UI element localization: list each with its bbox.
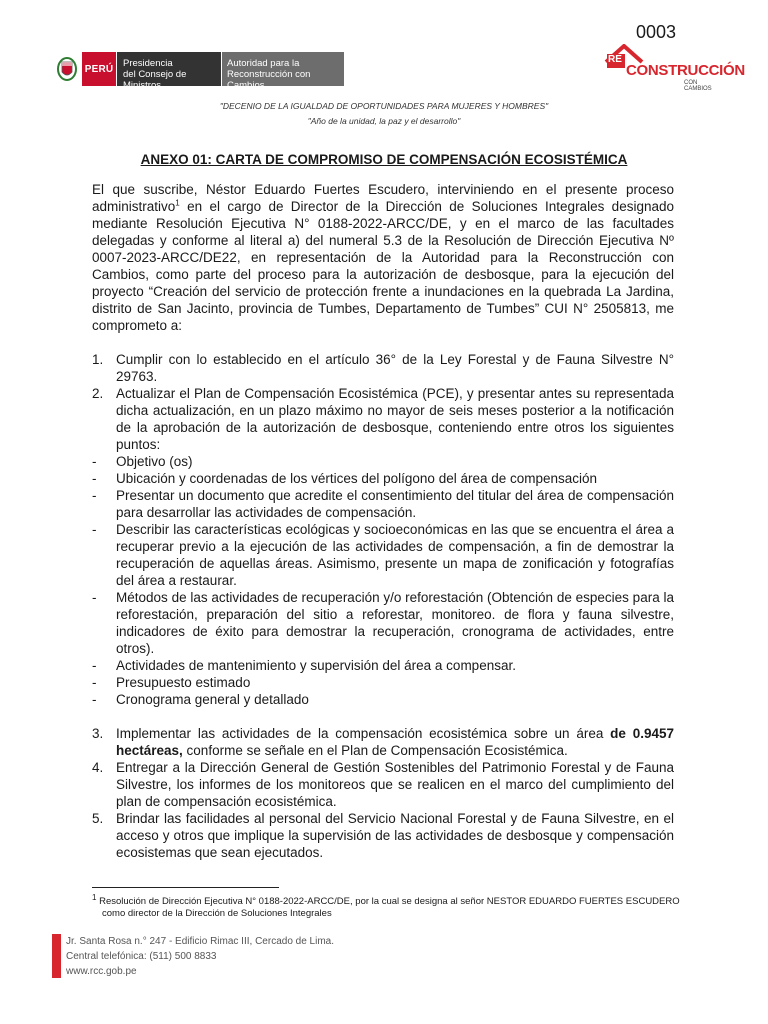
- list-marker: 4.: [92, 760, 104, 775]
- list-marker: 1.: [92, 352, 104, 367]
- bullet-marker: -: [92, 471, 97, 486]
- bullet-item: [92, 487, 674, 521]
- list-text: Entregar a la Dirección General de Gestión Sostenibles del Patrimonio Forestal y de Fauna Silvestre, los informes de los monitoreos que se realicen en el marco del cumplimiento del plan de compensación ecosistémica.: [116, 760, 674, 809]
- rcc-logo-word: CONSTRUCCIÓN: [626, 62, 745, 79]
- bullet-marker: -: [92, 658, 97, 673]
- bullet-text: Presentar un documento que acredite el consentimiento del titular del área de compensación para desarrollar las actividades de compensación.: [116, 488, 674, 520]
- bullet-item: [92, 674, 674, 691]
- list-item: [92, 351, 674, 385]
- bullet-marker: -: [92, 590, 97, 605]
- rcc-logo-sub: CON CAMBIOS: [684, 80, 712, 92]
- footer-contact: [66, 934, 334, 979]
- footnote-number: 1: [92, 892, 97, 902]
- arcc-line1: Autoridad para la: [227, 58, 300, 69]
- bullet-item: [92, 589, 674, 657]
- bullet-text: Métodos de las actividades de recuperación y/o reforestación (Obtención de especies para la reforestación, preparación del sitio a reforestar, monitoreo. de flora y fauna silvestre, indicadores de éxito para demostrar la recuperación, cronograma de actividades, entre otros).: [116, 590, 674, 656]
- list-item: [92, 385, 674, 453]
- bullet-marker: -: [92, 675, 97, 690]
- intro-part2: en el cargo de Director de la Dirección de Soluciones Integrales designado mediante Resolución Ejecutiva N° 0188-2022-ARCC/DE, y en el marco de las facultades delegadas y conforme al literal a) del numeral 5.3 de la Resolución de Dirección Ejecutiva Nº 0007-2023-ARCC/DE22, en representación de la Autoridad para la Reconstrucción con Cambios, como parte del proceso para la autorización de desbosque, para la ejecución del proyecto “Creación del servicio de protección frente a inundaciones en la quebrada La Jardina, distrito de San Jacinto, provincia de Tumbes, Departamento de Tumbes” CUI N° 2505813, me comprometo a:: [92, 199, 674, 333]
- rcc-logo-re: RE: [608, 54, 622, 65]
- pcm-line1: Presidencia: [123, 58, 173, 69]
- bullet-text: Describir las características ecológicas y socioeconómicas en las que se encuentra el área a recuperar previo a la ejecución de las actividades de compensación, a fin de demostrar la recuperación de aquellas áreas. Asimismo, presente un mapa de zonificación y fotografías del área a restaurar.: [116, 522, 674, 588]
- bullet-marker: -: [92, 522, 97, 537]
- intro-part1: El que suscribe, Néstor Eduardo Fuertes Escudero, interviniendo en el presente proceso administrativo: [92, 182, 674, 214]
- bullet-marker: -: [92, 454, 97, 469]
- list-item: [92, 759, 674, 810]
- decenio-motto: "DECENIO DE LA IGUALDAD DE OPORTUNIDADES PARA MUJERES Y HOMBRES": [219, 101, 549, 111]
- bullet-marker: -: [92, 692, 97, 707]
- list-item: [92, 725, 674, 759]
- bullet-item: [92, 453, 674, 470]
- footnote-divider: [92, 887, 279, 888]
- pcm-label: [117, 52, 221, 91]
- page-number: 0003: [636, 22, 677, 42]
- footer-address: Jr. Santa Rosa n.° 247 - Edificio Rimac III, Cercado de Lima.: [66, 936, 335, 947]
- list-text: [116, 725, 674, 759]
- item3-part1: Implementar las actividades de la compensación ecosistémica sobre un área: [116, 726, 611, 741]
- bullet-item: [92, 657, 674, 674]
- arcc-label: [222, 52, 344, 91]
- bullet-item: [92, 521, 674, 589]
- year-motto: "Año de la unidad, la paz y el desarrollo": [307, 116, 461, 126]
- list-text: Actualizar el Plan de Compensación Ecosistémica (PCE), y presentar antes su representada dicha actualización, en un plazo máximo no mayor de seis meses posterior a la notificación de la aprobación de la autorización de desbosque, conteniendo entre otros los siguientes puntos:: [116, 386, 674, 452]
- intro-paragraph: [92, 181, 674, 334]
- bullet-text: Objetivo (os): [116, 454, 193, 469]
- bullet-marker: -: [92, 488, 97, 503]
- letter-body: [92, 181, 674, 861]
- list-item: [92, 810, 674, 861]
- coat-of-arms-icon: [52, 52, 82, 86]
- footer-website: www.rcc.gob.pe: [66, 966, 137, 977]
- list-text: Brindar las facilidades al personal del Servicio Nacional Forestal y de Fauna Silvestre, en el acceso y otros que implique la supervisión de las actividades de desbosque y compensación ecosistemas que sean ejecutados.: [116, 811, 674, 860]
- list-marker: 3.: [92, 726, 104, 741]
- area-value: de 0.9457 hectáreas,: [116, 726, 674, 758]
- footnote-text: Resolución de Dirección Ejecutiva N° 0188-2022-ARCC/DE, por la cual se designa al señor NESTOR EDUARDO FUERTES ESCUDERO como director de la Dirección de Soluciones Integrales: [99, 896, 680, 919]
- bullet-item: [92, 470, 674, 487]
- pcm-line2: del Consejo de Ministros: [123, 69, 187, 91]
- government-logo: [52, 52, 344, 91]
- footer-phone: Central telefónica: (511) 500 8833: [66, 951, 217, 962]
- bullet-item: [92, 691, 674, 708]
- list-marker: 2.: [92, 386, 104, 401]
- item3-part2: conforme se señale en el Plan de Compensación Ecosistémica.: [182, 743, 568, 758]
- bullet-text: Ubicación y coordenadas de los vértices del polígono del área de compensación: [116, 471, 598, 486]
- reconstruccion-logo: [604, 44, 745, 92]
- footer-accent-bar: [52, 934, 61, 978]
- footnote: [92, 892, 682, 920]
- bullet-text: Cronograma general y detallado: [116, 692, 309, 707]
- bullet-text: Presupuesto estimado: [116, 675, 251, 690]
- arcc-line2: Reconstrucción con Cambios: [227, 69, 311, 91]
- document-title: ANEXO 01: CARTA DE COMPROMISO DE COMPENSACIÓN ECOSISTÉMICA: [140, 152, 628, 167]
- footnote-ref: 1: [175, 198, 180, 208]
- peru-label: PERÚ: [82, 52, 116, 86]
- list-marker: 5.: [92, 811, 104, 826]
- list-text: Cumplir con lo establecido en el artículo 36° de la Ley Forestal y de Fauna Silvestre N° 29763.: [116, 352, 674, 384]
- bullet-text: Actividades de mantenimiento y supervisión del área a compensar.: [116, 658, 516, 673]
